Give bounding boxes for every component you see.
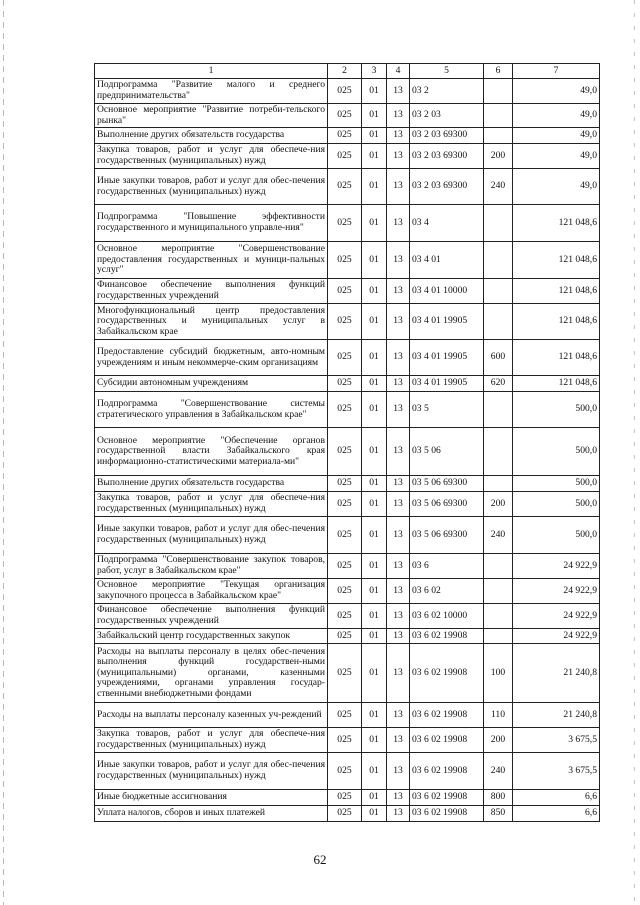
row-expense-type: [484, 128, 513, 144]
row-name: Финансовое обеспечение выполнения функций государственных учреждений: [95, 279, 328, 304]
row-section-code: 01: [362, 579, 387, 604]
row-name: Уплата налогов, сборов и иных платежей: [95, 806, 328, 822]
table-row: [95, 128, 600, 144]
row-subsection-code: 13: [387, 492, 410, 517]
row-section-code: 01: [362, 517, 387, 554]
row-ministry-code: 025: [328, 428, 362, 476]
row-ministry-code: 025: [328, 517, 362, 554]
table-row: [95, 604, 600, 629]
row-expense-type: 100: [484, 644, 513, 703]
row-subsection-code: 13: [387, 169, 410, 205]
row-subsection-code: 13: [387, 728, 410, 753]
row-amount: 24 922,9: [513, 604, 600, 629]
row-ministry-code: 025: [328, 476, 362, 492]
row-section-code: 01: [362, 79, 387, 104]
row-section-code: 01: [362, 492, 387, 517]
row-name: Подпрограмма "Совершенствование закупок товаров, работ, услуг в Забайкальском крае": [95, 554, 328, 579]
row-amount: 21 240,8: [513, 644, 600, 703]
row-subsection-code: 13: [387, 376, 410, 392]
row-expense-type: 240: [484, 517, 513, 554]
row-expense-type: 620: [484, 376, 513, 392]
row-expense-type: [484, 629, 513, 644]
row-section-code: 01: [362, 728, 387, 753]
row-amount: 49,0: [513, 79, 600, 104]
row-ministry-code: 025: [328, 144, 362, 169]
row-section-code: 01: [362, 242, 387, 279]
row-subsection-code: 13: [387, 644, 410, 703]
row-section-code: 01: [362, 104, 387, 128]
row-name: Подпрограмма "Совершенствование системы стратегического управления в Забайкальском крае": [95, 392, 328, 428]
table-row: [95, 629, 600, 644]
row-target-article: 03 4 01 10000: [410, 279, 484, 304]
row-subsection-code: 13: [387, 703, 410, 728]
row-name: Иные бюджетные ассигнования: [95, 790, 328, 806]
row-amount: 24 922,9: [513, 554, 600, 579]
row-amount: 500,0: [513, 492, 600, 517]
table-row: [95, 492, 600, 517]
row-target-article: 03 5: [410, 392, 484, 428]
row-name: Закупка товаров, работ и услуг для обеспече-ния государственных (муниципальных) нужд: [95, 728, 328, 753]
row-ministry-code: 025: [328, 104, 362, 128]
table-row: [95, 144, 600, 169]
row-subsection-code: 13: [387, 304, 410, 340]
table-row: [95, 728, 600, 753]
row-amount: 21 240,8: [513, 703, 600, 728]
row-ministry-code: 025: [328, 279, 362, 304]
row-subsection-code: 13: [387, 242, 410, 279]
row-expense-type: 200: [484, 492, 513, 517]
table-header: [95, 64, 600, 79]
table-row: [95, 304, 600, 340]
row-section-code: 01: [362, 169, 387, 205]
row-target-article: 03 5 06: [410, 428, 484, 476]
row-expense-type: [484, 554, 513, 579]
row-ministry-code: 025: [328, 579, 362, 604]
row-ministry-code: 025: [328, 554, 362, 579]
row-target-article: 03 6 02 19908: [410, 728, 484, 753]
row-amount: 121 048,6: [513, 279, 600, 304]
row-name: Основное мероприятие "Развитие потреби-тельского рынка": [95, 104, 328, 128]
row-amount: 121 048,6: [513, 340, 600, 376]
row-amount: 49,0: [513, 128, 600, 144]
row-target-article: 03 6: [410, 554, 484, 579]
row-name: Иные закупки товаров, работ и услуг для обес-печения государственных (муниципальных) нужд: [95, 753, 328, 790]
row-ministry-code: 025: [328, 790, 362, 806]
row-target-article: 03 5 06 69300: [410, 517, 484, 554]
row-ministry-code: 025: [328, 242, 362, 279]
row-expense-type: 850: [484, 806, 513, 822]
row-section-code: 01: [362, 790, 387, 806]
table-row: [95, 205, 600, 242]
row-expense-type: 200: [484, 728, 513, 753]
scan-edge-left: [3, 0, 4, 905]
row-ministry-code: 025: [328, 169, 362, 205]
row-target-article: 03 2 03 69300: [410, 169, 484, 205]
row-expense-type: 200: [484, 144, 513, 169]
row-section-code: 01: [362, 604, 387, 629]
row-ministry-code: 025: [328, 644, 362, 703]
row-amount: 24 922,9: [513, 579, 600, 604]
row-name: Расходы на выплаты персоналу в целях обес-печения выполнения функций государствен-ными (муниципальными) органами, казенными учреждениями, органами управления государ-ственными внебюджетными фондами: [95, 644, 328, 703]
row-target-article: 03 6 02 19908: [410, 806, 484, 822]
row-amount: 3 675,5: [513, 753, 600, 790]
row-subsection-code: 13: [387, 517, 410, 554]
row-amount: 121 048,6: [513, 376, 600, 392]
row-target-article: 03 6 02 19908: [410, 644, 484, 703]
row-target-article: 03 6 02 19908: [410, 790, 484, 806]
row-name: Закупка товаров, работ и услуг для обеспече-ния государственных (муниципальных) нужд: [95, 492, 328, 517]
row-ministry-code: 025: [328, 304, 362, 340]
row-target-article: 03 4 01 19905: [410, 376, 484, 392]
row-target-article: 03 6 02 19908: [410, 629, 484, 644]
row-target-article: 03 4 01 19905: [410, 340, 484, 376]
row-expense-type: [484, 392, 513, 428]
row-name: Подпрограмма "Развитие малого и среднего предпринимательства": [95, 79, 328, 104]
row-name: Выполнение других обязательств государства: [95, 476, 328, 492]
row-target-article: 03 6 02 19908: [410, 703, 484, 728]
column-header-amount: 7: [513, 64, 600, 79]
row-name: Субсидии автономным учреждениям: [95, 376, 328, 392]
row-target-article: 03 6 02 19908: [410, 753, 484, 790]
row-ministry-code: 025: [328, 806, 362, 822]
row-amount: 121 048,6: [513, 205, 600, 242]
row-target-article: 03 6 02: [410, 579, 484, 604]
row-section-code: 01: [362, 644, 387, 703]
table-row: [95, 703, 600, 728]
table-row: [95, 554, 600, 579]
row-section-code: 01: [362, 428, 387, 476]
row-subsection-code: 13: [387, 392, 410, 428]
row-name: Основное мероприятие "Обеспечение органов государственной власти Забайкальского края информационно-статистическими материала-ми": [95, 428, 328, 476]
row-expense-type: [484, 104, 513, 128]
row-name: Иные закупки товаров, работ и услуг для обес-печения государственных (муниципальных) нужд: [95, 517, 328, 554]
row-subsection-code: 13: [387, 340, 410, 376]
row-target-article: 03 2 03 69300: [410, 128, 484, 144]
row-ministry-code: 025: [328, 604, 362, 629]
table-row: [95, 579, 600, 604]
column-header-name: 1: [95, 64, 328, 79]
row-subsection-code: 13: [387, 604, 410, 629]
row-expense-type: 800: [484, 790, 513, 806]
row-subsection-code: 13: [387, 753, 410, 790]
row-expense-type: [484, 79, 513, 104]
row-ministry-code: 025: [328, 728, 362, 753]
row-name: Многофункциональный центр предоставления государственных и муниципальных услуг в Забайкальском крае: [95, 304, 328, 340]
row-amount: 3 675,5: [513, 728, 600, 753]
column-header-ministry: 2: [328, 64, 362, 79]
row-target-article: 03 2 03 69300: [410, 144, 484, 169]
row-subsection-code: 13: [387, 79, 410, 104]
row-name: Выполнение других обязательств государства: [95, 128, 328, 144]
row-subsection-code: 13: [387, 554, 410, 579]
row-subsection-code: 13: [387, 428, 410, 476]
row-subsection-code: 13: [387, 790, 410, 806]
row-expense-type: [484, 604, 513, 629]
row-expense-type: [484, 279, 513, 304]
row-amount: 6,6: [513, 806, 600, 822]
column-header-subsection: 4: [387, 64, 410, 79]
row-subsection-code: 13: [387, 205, 410, 242]
row-subsection-code: 13: [387, 128, 410, 144]
row-target-article: 03 4 01: [410, 242, 484, 279]
row-target-article: 03 5 06 69300: [410, 492, 484, 517]
row-amount: 121 048,6: [513, 242, 600, 279]
row-name: Подпрограмма "Повышение эффективности государственного и муниципального управле-ния": [95, 205, 328, 242]
row-expense-type: [484, 579, 513, 604]
table-row: [95, 340, 600, 376]
row-amount: 49,0: [513, 169, 600, 205]
row-target-article: 03 2 03: [410, 104, 484, 128]
table-row: [95, 242, 600, 279]
table-row: [95, 376, 600, 392]
row-expense-type: [484, 304, 513, 340]
table-row: [95, 392, 600, 428]
row-name: Основное мероприятие "Текущая организация закупочного процесса в Забайкальском крае": [95, 579, 328, 604]
row-amount: 121 048,6: [513, 304, 600, 340]
row-ministry-code: 025: [328, 392, 362, 428]
budget-table: [94, 63, 600, 822]
row-section-code: 01: [362, 476, 387, 492]
column-header-expense-type: 6: [484, 64, 513, 79]
row-amount: 24 922,9: [513, 629, 600, 644]
row-section-code: 01: [362, 392, 387, 428]
table-row: [95, 476, 600, 492]
row-amount: 49,0: [513, 144, 600, 169]
row-section-code: 01: [362, 304, 387, 340]
table-row: [95, 753, 600, 790]
row-expense-type: [484, 476, 513, 492]
row-name: Основное мероприятие "Совершенствование предоставления государственных и муници-пальных услуг": [95, 242, 328, 279]
row-ministry-code: 025: [328, 376, 362, 392]
table-row: [95, 428, 600, 476]
row-section-code: 01: [362, 753, 387, 790]
row-subsection-code: 13: [387, 476, 410, 492]
table-row: [95, 517, 600, 554]
row-expense-type: 240: [484, 169, 513, 205]
table-row: [95, 644, 600, 703]
table-row: [95, 790, 600, 806]
row-section-code: 01: [362, 279, 387, 304]
row-target-article: 03 6 02 10000: [410, 604, 484, 629]
table-row: [95, 806, 600, 822]
row-expense-type: 600: [484, 340, 513, 376]
row-amount: 49,0: [513, 104, 600, 128]
row-target-article: 03 5 06 69300: [410, 476, 484, 492]
header-row: [95, 64, 600, 79]
row-name: Финансовое обеспечение выполнения функций государственных учреждений: [95, 604, 328, 629]
row-ministry-code: 025: [328, 703, 362, 728]
row-target-article: 03 2: [410, 79, 484, 104]
row-name: Закупка товаров, работ и услуг для обеспече-ния государственных (муниципальных) нужд: [95, 144, 328, 169]
row-section-code: 01: [362, 128, 387, 144]
row-section-code: 01: [362, 703, 387, 728]
row-expense-type: [484, 242, 513, 279]
row-ministry-code: 025: [328, 205, 362, 242]
row-amount: 500,0: [513, 476, 600, 492]
row-section-code: 01: [362, 144, 387, 169]
row-expense-type: [484, 428, 513, 476]
row-target-article: 03 4: [410, 205, 484, 242]
table-body: [95, 79, 600, 822]
row-ministry-code: 025: [328, 629, 362, 644]
row-section-code: 01: [362, 554, 387, 579]
row-subsection-code: 13: [387, 279, 410, 304]
row-ministry-code: 025: [328, 753, 362, 790]
row-ministry-code: 025: [328, 492, 362, 517]
row-subsection-code: 13: [387, 579, 410, 604]
table-row: [95, 79, 600, 104]
row-ministry-code: 025: [328, 128, 362, 144]
row-name: Предоставление субсидий бюджетным, авто-номным учреждениям и иным некоммерче-ским организациям: [95, 340, 328, 376]
row-subsection-code: 13: [387, 806, 410, 822]
table-row: [95, 104, 600, 128]
row-ministry-code: 025: [328, 340, 362, 376]
row-section-code: 01: [362, 376, 387, 392]
row-amount: 6,6: [513, 790, 600, 806]
column-header-section: 3: [362, 64, 387, 79]
row-name: Забайкальский центр государственных закупок: [95, 629, 328, 644]
row-subsection-code: 13: [387, 104, 410, 128]
row-expense-type: [484, 205, 513, 242]
row-name: Иные закупки товаров, работ и услуг для обес-печения государственных (муниципальных) нужд: [95, 169, 328, 205]
row-section-code: 01: [362, 205, 387, 242]
row-expense-type: 110: [484, 703, 513, 728]
row-amount: 500,0: [513, 517, 600, 554]
row-section-code: 01: [362, 629, 387, 644]
row-target-article: 03 4 01 19905: [410, 304, 484, 340]
row-section-code: 01: [362, 806, 387, 822]
scan-edge-right: [634, 0, 635, 905]
row-amount: 500,0: [513, 428, 600, 476]
table-row: [95, 169, 600, 205]
page-number: 62: [313, 852, 327, 867]
row-name: Расходы на выплаты персоналу казенных уч-реждений: [95, 703, 328, 728]
row-ministry-code: 025: [328, 79, 362, 104]
table-row: [95, 279, 600, 304]
row-section-code: 01: [362, 340, 387, 376]
row-expense-type: 240: [484, 753, 513, 790]
row-subsection-code: 13: [387, 629, 410, 644]
row-subsection-code: 13: [387, 144, 410, 169]
column-header-target-article: 5: [410, 64, 484, 79]
row-amount: 500,0: [513, 392, 600, 428]
